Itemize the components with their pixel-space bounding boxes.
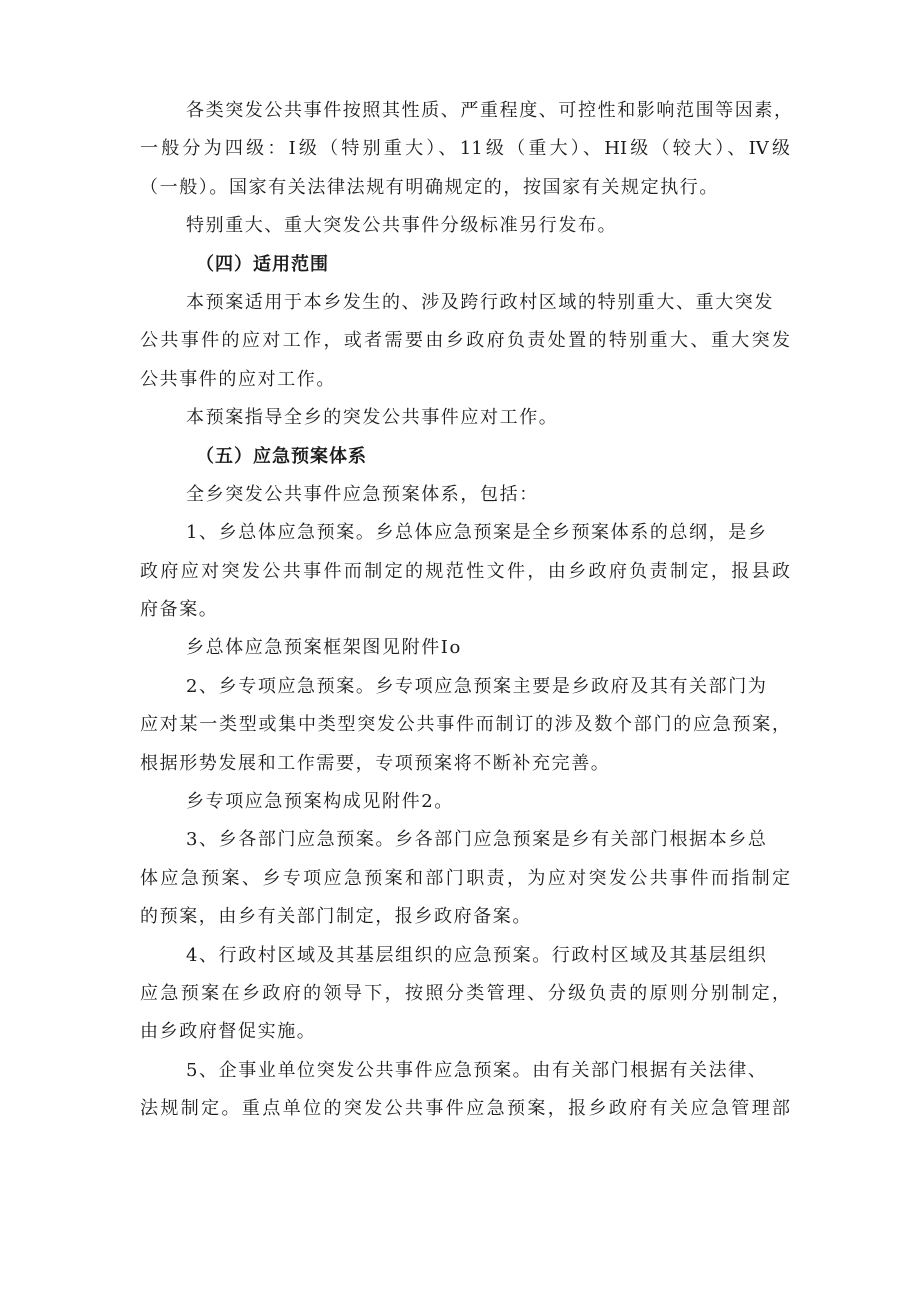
text-line: 的预案，由乡有关部门制定，报乡政府备案。 <box>140 906 532 928</box>
text-line: 本预案适用于本乡发生的、涉及跨行政村区域的特别重大、重大突发 <box>186 291 774 313</box>
text-line: 4、行政村区域及其基层组织的应急预案。行政村区域及其基层组织 <box>186 944 768 966</box>
text-line: 特别重大、重大突发公共事件分级标准另行发布。 <box>186 215 618 237</box>
text-line: 法规制定。重点单位的突发公共事件应急预案，报乡政府有关应急管理部 <box>140 1098 790 1120</box>
text-line: 公共事件的应对工作，或者需要由乡政府负责处置的特别重大、重大突发 <box>140 330 790 352</box>
text-line: 应急预案在乡政府的领导下，按照分类管理、分级负责的原则分别制定， <box>140 982 790 1004</box>
text-line: 1、乡总体应急预案。乡总体应急预案是全乡预案体系的总纲，是乡 <box>186 522 768 544</box>
section-heading: （五）应急预案体系 <box>196 445 367 467</box>
text-line: 应对某一类型或集中类型突发公共事件而制订的涉及数个部门的应急预案， <box>140 714 790 736</box>
text-line: 本预案指导全乡的突发公共事件应对工作。 <box>186 407 559 429</box>
text-line: （一般）。国家有关法律法规有明确规定的，按国家有关规定执行。 <box>140 176 719 198</box>
text-line: 体应急预案、乡专项应急预案和部门职责，为应对突发公共事件而指制定 <box>140 867 790 889</box>
text-line: 5、企事业单位突发公共事件应急预案。由有关部门根据有关法律、 <box>186 1059 768 1081</box>
section-heading: （四）适用范围 <box>196 253 329 275</box>
text-line: 政府应对突发公共事件而制定的规范性文件，由乡政府负责制定，报县政 <box>140 560 790 582</box>
text-line: 根据形势发展和工作需要，专项预案将不断补充完善。 <box>140 752 611 774</box>
text-line: 各类突发公共事件按照其性质、严重程度、可控性和影响范围等因素， <box>186 100 794 121</box>
text-line: 由乡政府督促实施。 <box>140 1021 317 1043</box>
text-line: 乡专项应急预案构成见附件2。 <box>186 791 454 813</box>
text-line: 全乡突发公共事件应急预案体系，包括： <box>186 483 539 505</box>
text-line: 一般分为四级：I级（特别重大）、11级（重大）、HI级（较大）、IV级 <box>140 138 790 160</box>
document-body <box>140 92 794 1129</box>
text-line: 府备案。 <box>140 599 219 621</box>
text-line: 3、乡各部门应急预案。乡各部门应急预案是乡有关部门根据本乡总 <box>186 829 768 851</box>
text-line: 公共事件的应对工作。 <box>140 368 336 390</box>
text-line: 乡总体应急预案框架图见附件Io <box>186 637 462 659</box>
text-line: 2、乡专项应急预案。乡专项应急预案主要是乡政府及其有关部门为 <box>186 675 768 697</box>
